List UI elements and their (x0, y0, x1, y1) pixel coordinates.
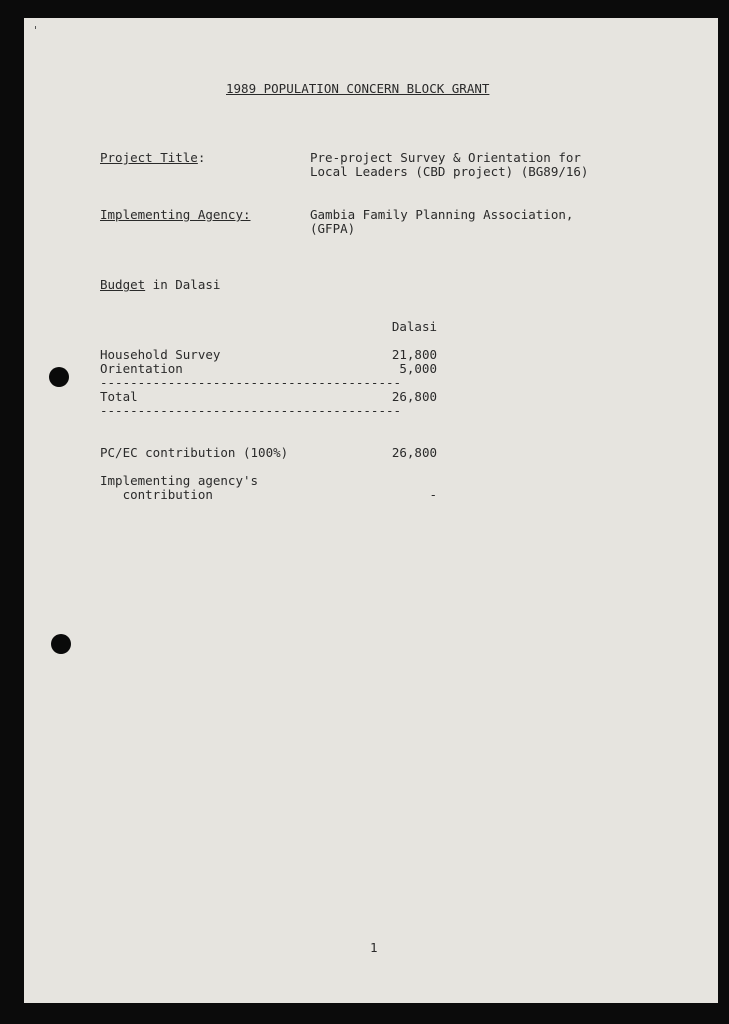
page-number: 1 (370, 940, 378, 955)
agency-contribution-amount: - (429, 487, 437, 502)
project-title-line1: Pre-project Survey & Orientation for (310, 150, 581, 165)
project-title-colon: : (197, 150, 206, 165)
agency-label: Implementing Agency: (100, 207, 251, 222)
punch-hole-top (49, 367, 69, 387)
agency-line1: Gambia Family Planning Association, (310, 207, 574, 222)
item-amount-household-survey: 21,800 (391, 347, 437, 362)
project-title-label-row (100, 151, 205, 165)
budget-heading (100, 278, 220, 292)
document-heading: 1989 POPULATION CONCERN BLOCK GRANT (226, 81, 490, 96)
currency-header: Dalasi (391, 319, 437, 334)
agency-contribution-label-line1: Implementing agency's (100, 473, 259, 488)
project-title-line2: Local Leaders (CBD project) (BG89/16) (310, 164, 589, 179)
total-amount: 26,800 (391, 389, 437, 404)
separator-line-bottom: ---------------------------------------- (100, 404, 402, 418)
item-label-household-survey: Household Survey (100, 347, 221, 362)
total-label: Total (100, 389, 138, 404)
separator-line-top: ---------------------------------------- (100, 376, 402, 390)
paper-mark (35, 26, 36, 29)
budget-suffix: in Dalasi (145, 277, 221, 292)
pcec-contribution-amount: 26,800 (391, 445, 437, 460)
agency-line2: (GFPA) (310, 221, 356, 236)
pcec-contribution-label: PC/EC contribution (100%) (100, 445, 289, 460)
budget-label: Budget (100, 277, 146, 292)
item-label-orientation: Orientation (100, 361, 183, 376)
project-title-label: Project Title (100, 150, 198, 165)
punch-hole-bottom (51, 634, 71, 654)
item-amount-orientation: 5,000 (399, 361, 437, 376)
agency-contribution-label-line2: contribution (100, 487, 213, 502)
